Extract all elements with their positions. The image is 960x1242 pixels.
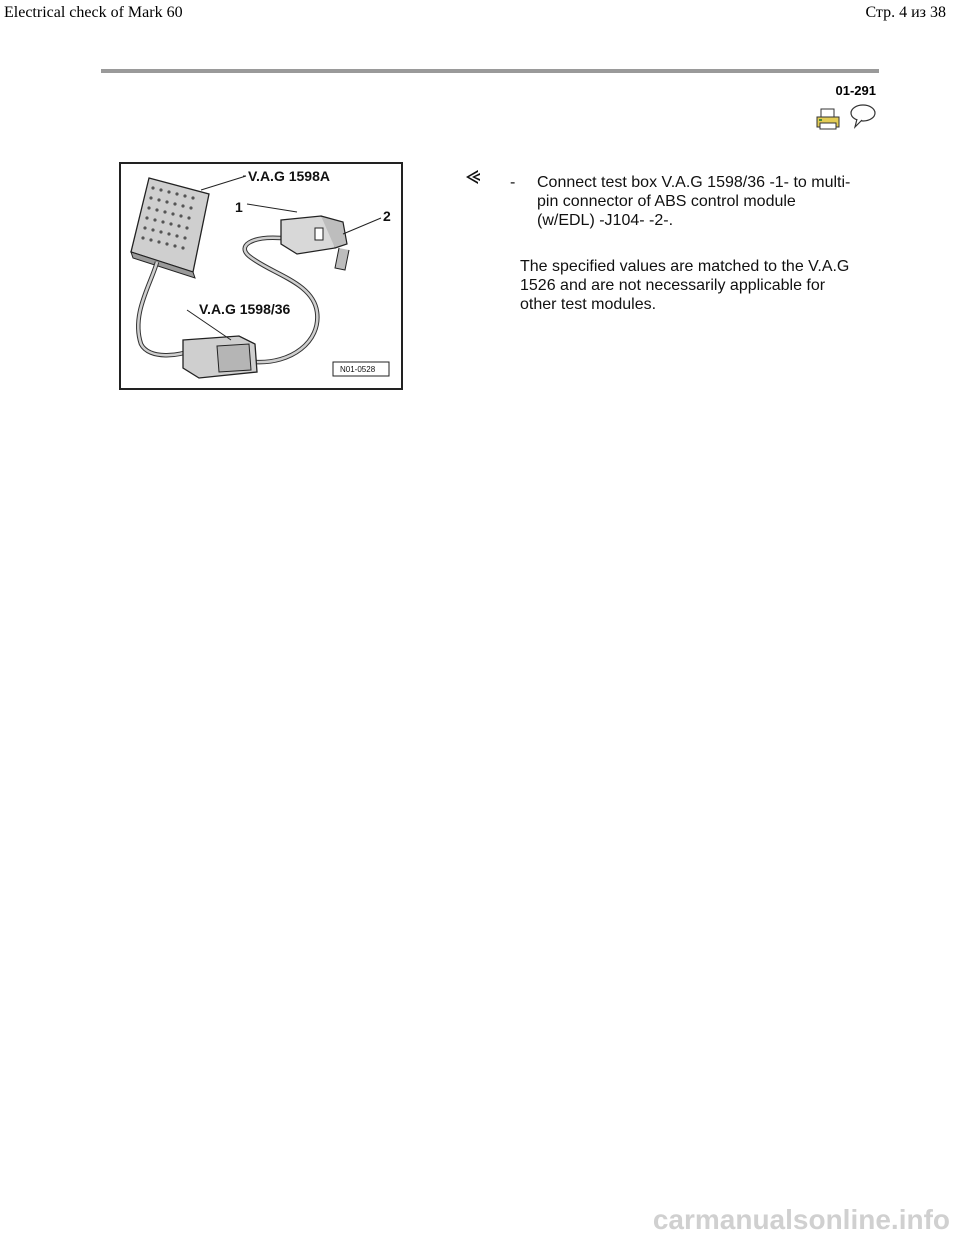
connector-diagram-art <box>121 164 401 388</box>
adapter-box-shape <box>183 336 257 378</box>
document-title: Electrical check of Mark 60 <box>4 4 183 21</box>
label-tester: V.A.G 1598A <box>248 168 330 184</box>
step-text: Connect test box V.A.G 1598/36 -1- to multi-pin connector of ABS control module (w/EDL) -J104- -2-. <box>537 174 851 229</box>
page-indicator: Стр. 4 из 38 <box>865 4 946 21</box>
connector-diagram <box>119 162 403 390</box>
label-adapter: V.A.G 1598/36 <box>199 301 291 317</box>
page-code: 01-291 <box>835 83 876 98</box>
tester-box-shape <box>131 178 209 278</box>
speech-bubble-icon[interactable] <box>847 103 877 129</box>
callout-2: 2 <box>383 208 391 224</box>
printer-icon[interactable] <box>815 107 841 131</box>
figure-code: N01-0528 <box>340 365 376 374</box>
note-text: The specified values are matched to the V.A.G 1526 and are not necessarily applicable for other test modules. <box>520 258 850 313</box>
step-bullet: - <box>510 174 516 191</box>
connector-plug-shape <box>281 216 349 270</box>
instruction-step <box>507 173 857 230</box>
header-rule <box>101 69 879 73</box>
arrow-left-icon <box>464 169 484 185</box>
callout-1: 1 <box>235 199 243 215</box>
watermark: carmanualsonline.info <box>652 1204 950 1235</box>
